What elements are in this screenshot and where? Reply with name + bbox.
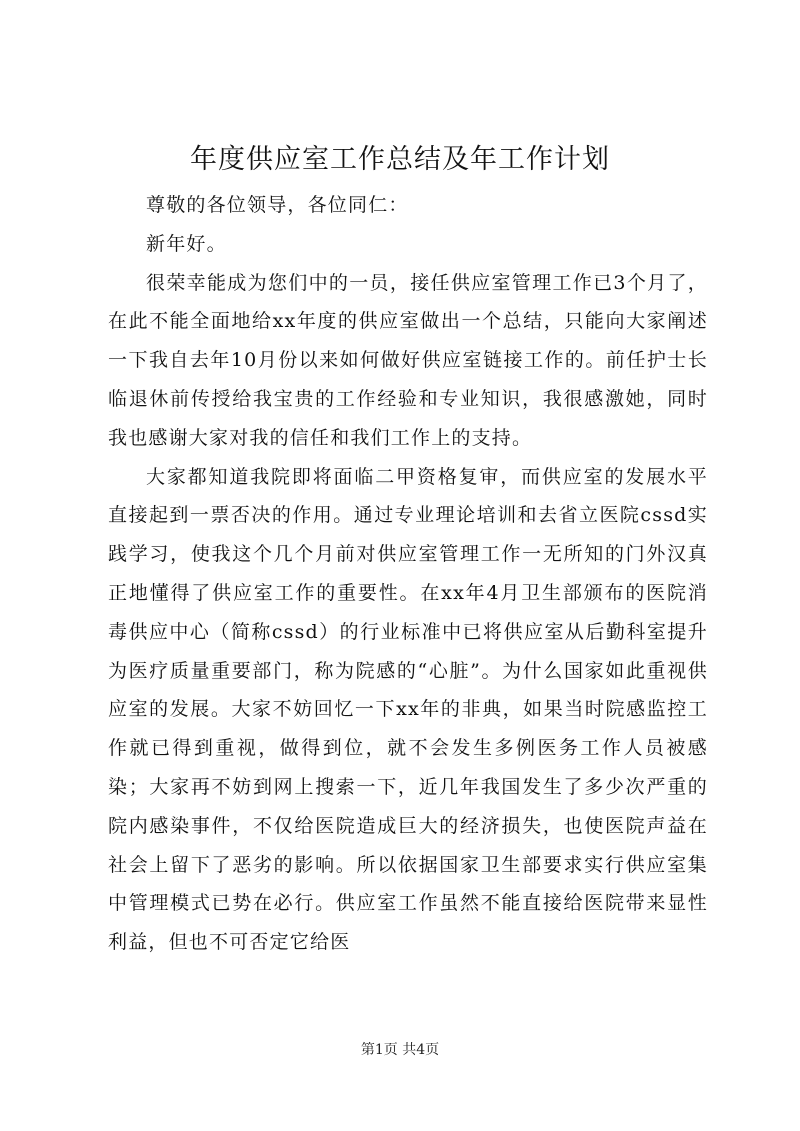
body-paragraph: 很荣幸能成为您们中的一员，接任供应室管理工作已3个月了，在此不能全面地给xx年度的供应室做出一个总结，只能向大家阐述一下我自去年10月份以来如何做好供应室链接工作的。前任护士长临退休前传授给我宝贵的工作经验和专业知识，我很感激她，同时我也感谢大家对我的信任和我们工作上的支持。 bbox=[108, 271, 708, 449]
greeting-paragraph: 新年好。 bbox=[146, 232, 227, 255]
document-body bbox=[108, 186, 708, 962]
document-title: 年度供应室工作总结及年工作计划 bbox=[190, 144, 610, 175]
salutation-paragraph: 尊敬的各位领导，各位同仁： bbox=[146, 194, 409, 216]
page-number-footer: 第1页 共4页 bbox=[360, 1042, 440, 1058]
body-paragraph: 大家都知道我院即将面临二甲资格复审，而供应室的发展水平直接起到一票否决的作用。通过专业理论培训和去省立医院cssd实践学习，使我这个几个月前对供应室管理工作一无所知的门外汉真正地懂得了供应室工作的重要性。在xx年4月卫生部颁布的医院消毒供应中心（简称cssd）的行业标准中已将供应室从后勤科室提升为医疗质量重要部门，称为院感的“心脏”。为什么国家如此重视供应室的发展。大家不妨回忆一下xx年的非典，如果当时院感监控工作就已得到重视，做得到位，就不会发生多例医务工作人员被感染；大家再不妨到网上搜索一下，近几年我国发生了多少次严重的院内感染事件，不仅给医院造成巨大的经济损失，也使医院声益在社会上留下了恶劣的影响。所以依据国家卫生部要求实行供应室集中管理模式已势在必行。供应室工作虽然不能直接给医院带来显性利益，但也不可否定它给医 bbox=[108, 465, 708, 954]
